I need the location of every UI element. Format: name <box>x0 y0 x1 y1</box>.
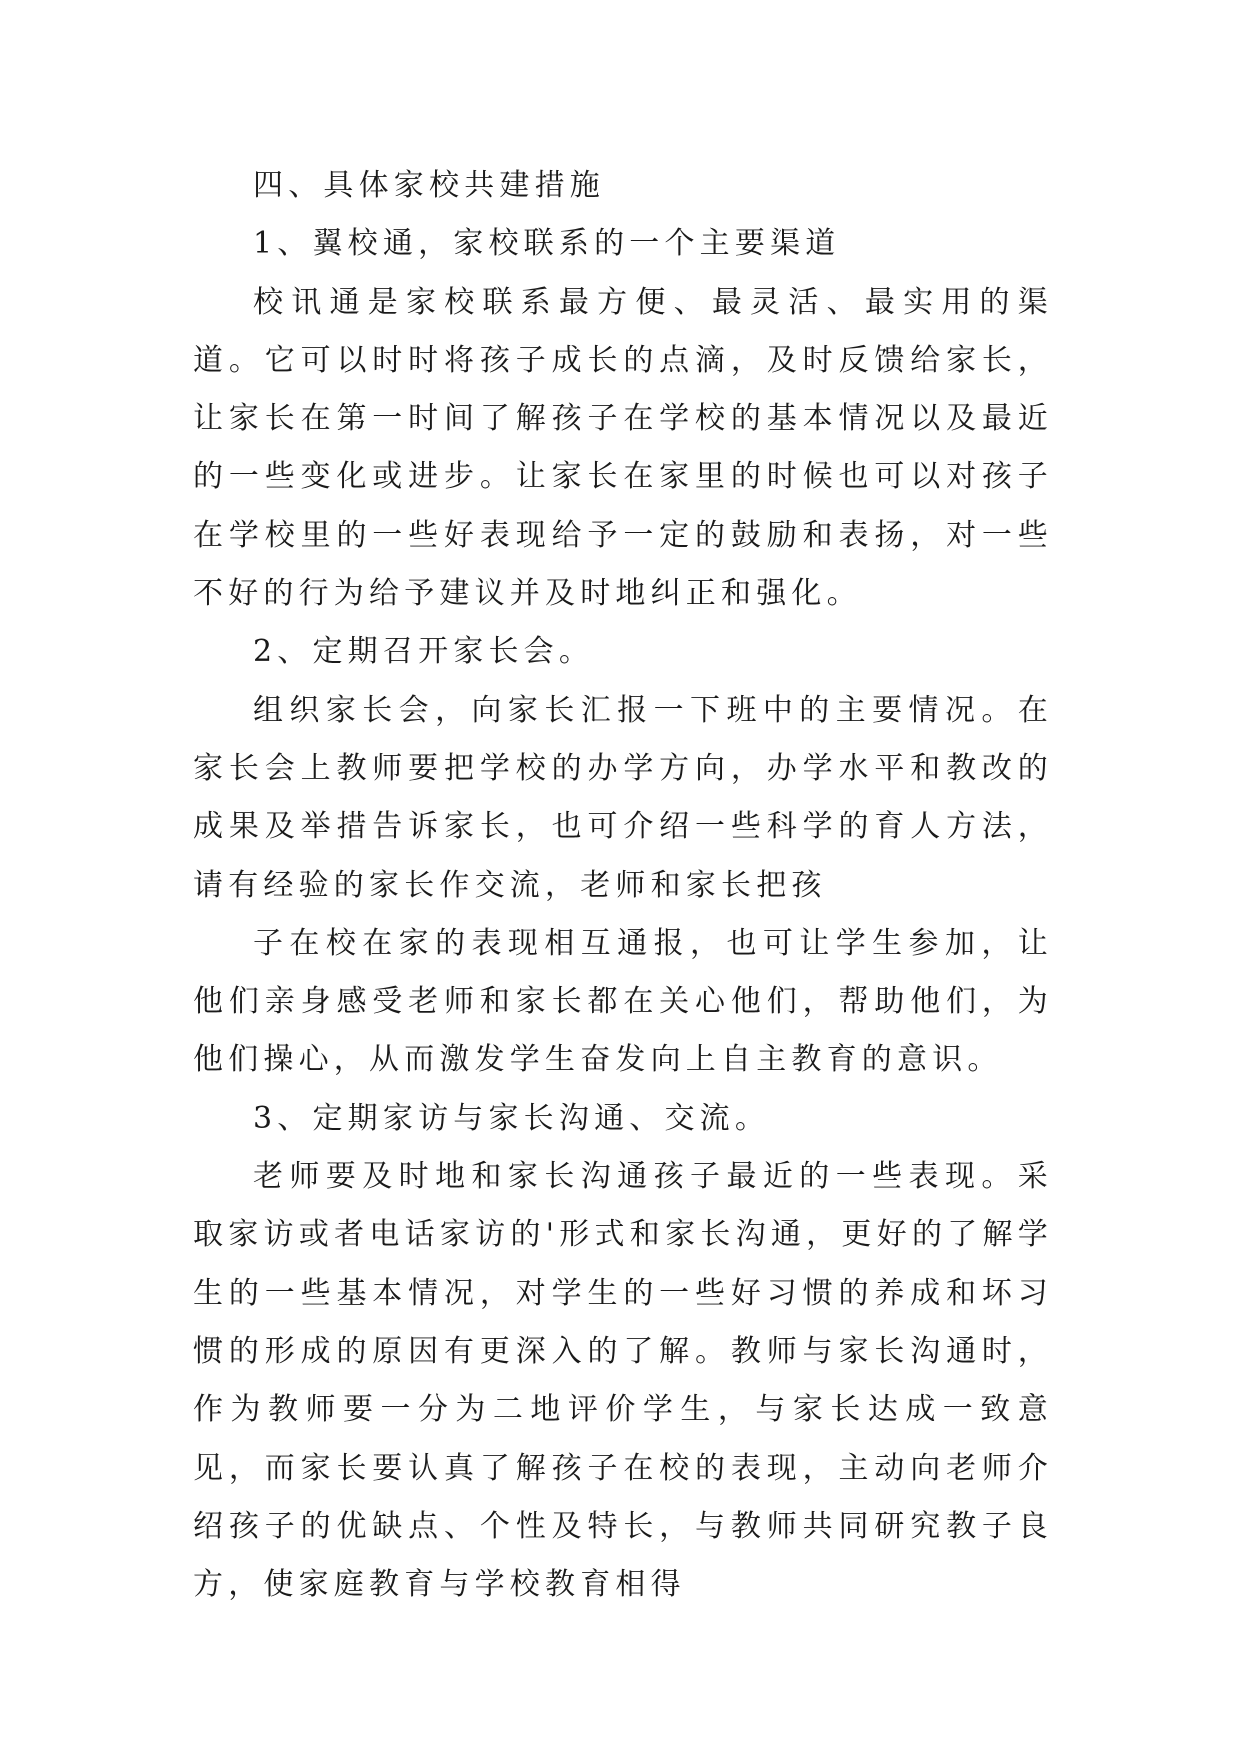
paragraph-4: 老师要及时地和家长沟通孩子最近的一些表现。采取家访或者电话家访的'形式和家长沟通，更好的了解学生的一些基本情况，对学生的一些好习惯的养成和坏习惯的形成的原因有更深入的了解。教师与家长沟通时，作为教师要一分为二地评价学生，与家长达成一致意见，而家长要认真了解孩子在校的表现，主动向老师介绍孩子的优缺点、个性及特长，与教师共同研究教子良方，使家庭教育与学校教育相得 <box>193 1159 1053 1603</box>
document-body <box>193 157 1053 1614</box>
subsection-heading-1: 1、翼校通，家校联系的一个主要渠道 <box>253 226 841 262</box>
section-heading: 四、具体家校共建措施 <box>253 168 605 203</box>
paragraph-2: 组织家长会，向家长汇报一下班中的主要情况。在家长会上教师要把学校的办学方向，办学水平和教改的成果及举措告诉家长，也可介绍一些科学的育人方法，请有经验的家长作交流，老师和家长把孩 <box>193 692 1053 903</box>
subsection-heading-3: 3、定期家访与家长沟通、交流。 <box>253 1100 771 1136</box>
paragraph-1: 校讯通是家校联系最方便、最灵活、最实用的渠道。它可以时时将孩子成长的点滴，及时反馈给家长，让家长在第一时间了解孩子在学校的基本情况以及最近的一些变化或进步。让家长在家里的时候也可以对孩子在学校里的一些好表现给予一定的鼓励和表扬，对一些不好的行为给予建议并及时地纠正和强化。 <box>193 284 1053 612</box>
subsection-heading-2: 2、定期召开家长会。 <box>253 634 595 670</box>
paragraph-3: 子在校在家的表现相互通报，也可让学生参加，让他们亲身感受老师和家长都在关心他们，帮助他们，为他们操心，从而激发学生奋发向上自主教育的意识。 <box>193 925 1053 1078</box>
